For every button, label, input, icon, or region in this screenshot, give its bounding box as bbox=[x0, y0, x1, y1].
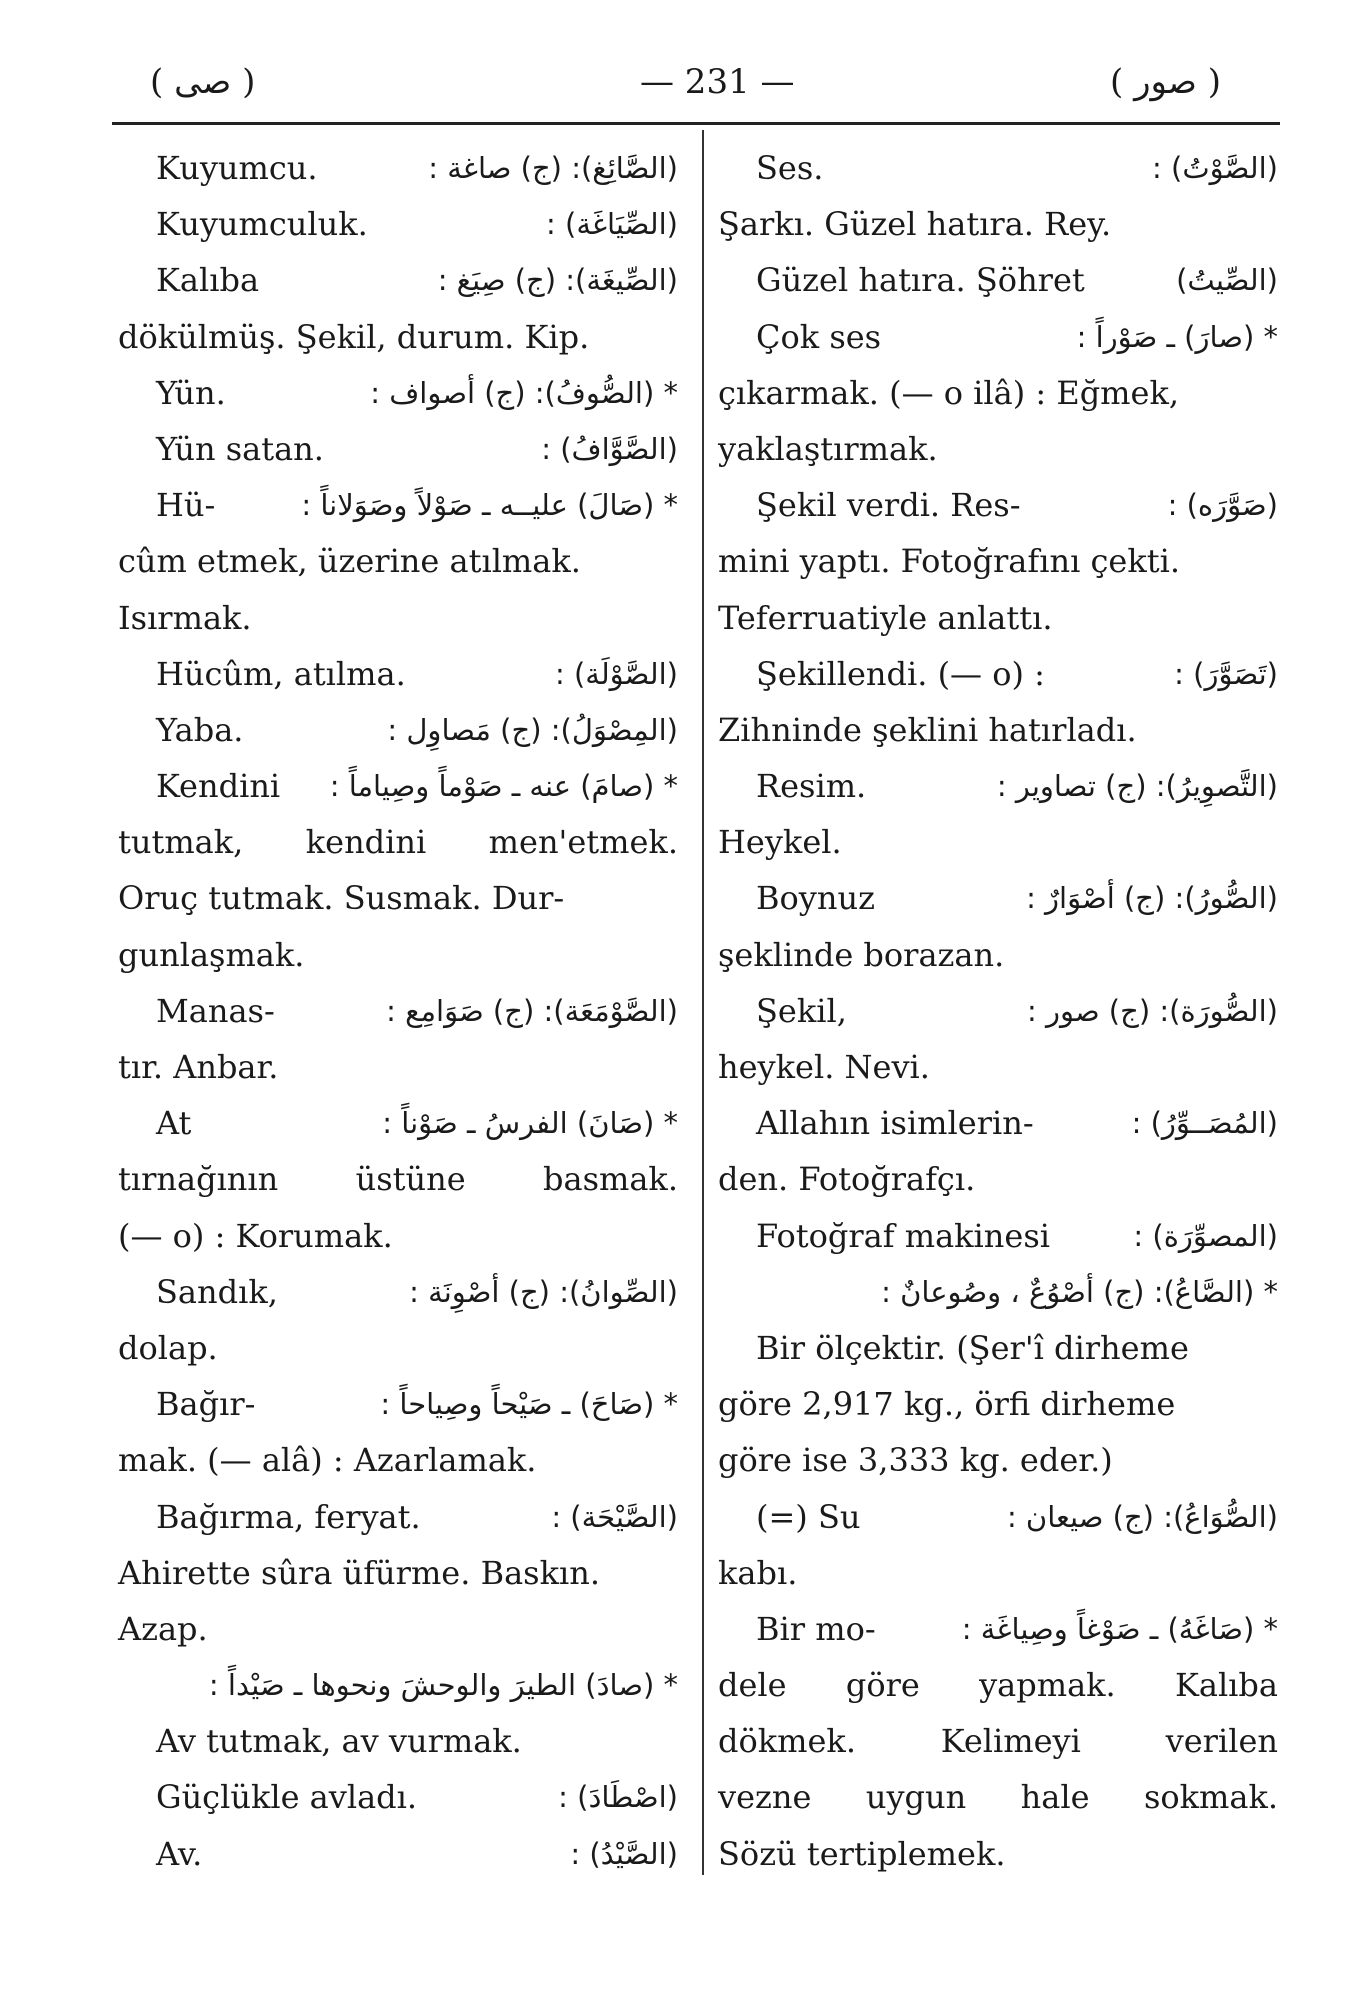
arabic-headword: (الصَّيْحَة) : bbox=[551, 1499, 678, 1534]
entry-line bbox=[118, 646, 678, 702]
entry-line bbox=[118, 1489, 678, 1545]
arabic-headword: (تَصَوَّرَ) : bbox=[1174, 656, 1278, 691]
arabic-headword: (الصِّوانُ): (ج) أصْوِنَة : bbox=[409, 1274, 678, 1309]
entry-text: Teferruatiyle anlattı. bbox=[718, 598, 1053, 637]
entry-text: Sandık, bbox=[156, 1272, 278, 1311]
arabic-headword: (الصَّوَّافُ) : bbox=[541, 431, 678, 466]
entry-line bbox=[118, 196, 678, 252]
header-rule bbox=[112, 122, 1280, 125]
entry-text: At bbox=[156, 1104, 192, 1143]
entry-line bbox=[718, 1151, 1278, 1207]
entry-text: Allahın isimlerin- bbox=[756, 1104, 1034, 1143]
entry-line bbox=[118, 1657, 678, 1713]
arabic-headword: * (صَالَ) عليــه ـ صَوْلاً وصَوَلاناً : bbox=[301, 488, 678, 523]
header-right-keyword: ( صور ) bbox=[1110, 62, 1222, 102]
entry-text: çıkarmak. (— o ilâ) : Eğmek, bbox=[718, 373, 1180, 412]
arabic-headword: * (الصَّاعُ): (ج) أصْوُعٌ ، وصُوعانٌ : bbox=[881, 1274, 1278, 1309]
entry-line bbox=[118, 1320, 678, 1376]
entry-line bbox=[718, 1601, 1278, 1657]
entry-text: mini yaptı. Fotoğrafını çekti. bbox=[718, 542, 1180, 581]
arabic-headword: * (الصُّوفُ): (ج) أصواف : bbox=[370, 375, 678, 410]
entry-text: Resim. bbox=[756, 767, 867, 806]
entry-text: Heykel. bbox=[718, 823, 842, 862]
entry-line bbox=[118, 1151, 678, 1207]
entry-line bbox=[718, 646, 1278, 702]
entry-line bbox=[718, 590, 1278, 646]
entry-text: kabı. bbox=[718, 1553, 798, 1592]
entry-text: Yün. bbox=[156, 373, 226, 412]
entry-text: tır. Anbar. bbox=[118, 1048, 279, 1086]
entry-line bbox=[718, 1826, 1278, 1882]
entry-text: şeklinde borazan. bbox=[718, 935, 1005, 974]
entry-text: Kalıba bbox=[156, 261, 260, 300]
entry-line bbox=[718, 870, 1278, 926]
entry-text: Hücûm, atılma. bbox=[156, 654, 406, 693]
entry-text: Kuyumculuk. bbox=[156, 205, 368, 244]
arabic-headword: * (صَانَ) الفرسُ ـ صَوْناً : bbox=[382, 1106, 678, 1141]
entry-line bbox=[718, 927, 1278, 983]
entry-line bbox=[718, 702, 1278, 758]
entry-line bbox=[118, 140, 678, 196]
entry-text: Çok ses bbox=[756, 317, 882, 356]
entry-text: Manas- bbox=[156, 991, 275, 1030]
entry-text: cûm etmek, üzerine atılmak. bbox=[118, 542, 581, 581]
entry-line bbox=[118, 1432, 678, 1488]
entry-line bbox=[718, 533, 1278, 589]
arabic-headword: (الصَّيْدُ) : bbox=[570, 1836, 678, 1871]
entry-line bbox=[118, 927, 678, 983]
entry-text: Yaba. bbox=[156, 710, 244, 749]
arabic-headword: * (صادَ) الطيرَ والوحشَ ونحوها ـ صَيْداً : bbox=[208, 1668, 678, 1703]
entry-text: Sözü tertiplemek. bbox=[718, 1834, 1006, 1873]
entry-line bbox=[718, 309, 1278, 365]
entry-line bbox=[718, 140, 1278, 196]
entry-line bbox=[118, 1095, 678, 1151]
entry-line bbox=[118, 758, 678, 814]
entry-line bbox=[118, 702, 678, 758]
entry-text: Şarkı. Güzel hatıra. Rey. bbox=[718, 205, 1112, 244]
entry-text: Ahirette sûra üfürme. Baskın. bbox=[118, 1553, 600, 1592]
entry-line bbox=[118, 1601, 678, 1657]
entry-line bbox=[118, 365, 678, 421]
column-divider bbox=[702, 130, 704, 1875]
entry-line bbox=[118, 590, 678, 646]
entry-text: Güçlükle avladı. bbox=[156, 1778, 418, 1817]
entry-text: Av. bbox=[156, 1834, 203, 1873]
entry-line bbox=[718, 1713, 1278, 1769]
entry-text: mak. (— alâ) : Azarlamak. bbox=[118, 1441, 537, 1480]
entry-text: Fotoğraf makinesi bbox=[756, 1216, 1050, 1255]
entry-text: Güzel hatıra. Şöhret bbox=[756, 261, 1085, 300]
entry-text: dolap. bbox=[118, 1328, 218, 1367]
arabic-headword: (اصْطَادَ) : bbox=[558, 1780, 678, 1815]
entry-line bbox=[718, 1769, 1278, 1825]
arabic-headword: (صَوَّرَه) : bbox=[1167, 488, 1278, 523]
entry-text: göre ise 3,333 kg. eder.) bbox=[718, 1441, 1113, 1480]
entry-line bbox=[118, 1376, 678, 1432]
entry-line bbox=[118, 1039, 678, 1095]
entry-line bbox=[718, 1320, 1278, 1376]
entry-line bbox=[718, 1095, 1278, 1151]
entry-text: den. Fotoğrafçı. bbox=[718, 1160, 976, 1199]
entry-text: Bağırma, feryat. bbox=[156, 1497, 421, 1536]
entry-line bbox=[718, 1039, 1278, 1095]
entry-line bbox=[118, 477, 678, 533]
entry-text: yaklaştırmak. bbox=[718, 429, 938, 468]
arabic-headword: (المُصَــوِّرُ) : bbox=[1131, 1106, 1278, 1141]
entry-text: Ses. bbox=[756, 149, 824, 187]
entry-line bbox=[118, 252, 678, 308]
entry-text: dökmek. Kelimeyi verilen bbox=[718, 1722, 1278, 1761]
header-left-keyword: ( صى ) bbox=[150, 62, 256, 102]
entry-line bbox=[718, 758, 1278, 814]
entry-line bbox=[118, 814, 678, 870]
entry-line bbox=[118, 1545, 678, 1601]
arabic-headword: (الصِّيَاغَة) : bbox=[546, 207, 678, 242]
entry-text: heykel. Nevi. bbox=[718, 1048, 930, 1086]
entry-text: (— o) : Korumak. bbox=[118, 1216, 393, 1255]
entry-text: Kuyumcu. bbox=[156, 149, 318, 187]
right-column bbox=[718, 140, 1278, 1882]
arabic-headword: (الصِّيتُ) bbox=[1176, 263, 1278, 298]
entry-text: Hü- bbox=[156, 486, 216, 525]
entry-text: (=) Su bbox=[756, 1497, 861, 1536]
entry-text: göre 2,917 kg., örfi dirheme bbox=[718, 1385, 1176, 1424]
entry-line bbox=[118, 533, 678, 589]
arabic-headword: (الصُّوَاعُ): (ج) صيعان : bbox=[1006, 1499, 1278, 1534]
entry-text: Boynuz bbox=[756, 879, 875, 918]
entry-line bbox=[718, 1545, 1278, 1601]
arabic-headword: (الصُّورُ): (ج) أصْوَارٌ : bbox=[1026, 881, 1278, 916]
arabic-headword: (المصوِّرَة) : bbox=[1133, 1218, 1278, 1253]
entry-text: Av tutmak, av vurmak. bbox=[156, 1722, 522, 1761]
entry-text: Zihninde şeklini hatırladı. bbox=[718, 710, 1137, 749]
entry-text: Isırmak. bbox=[118, 598, 252, 637]
arabic-headword: * (صَاغَهُ) ـ صَوْغاً وصِياغَة : bbox=[961, 1611, 1278, 1646]
entry-text: Şekil, bbox=[756, 991, 847, 1030]
entry-text: vezne uygun hale sokmak. bbox=[718, 1778, 1278, 1817]
entry-line bbox=[118, 1713, 678, 1769]
entry-line bbox=[718, 1264, 1278, 1320]
entry-line bbox=[118, 1264, 678, 1320]
entry-line bbox=[118, 421, 678, 477]
arabic-headword: (الصَّوْتُ) : bbox=[1152, 151, 1278, 185]
entry-text: Azap. bbox=[118, 1609, 208, 1648]
entry-text: dele göre yapmak. Kalıba bbox=[718, 1666, 1278, 1705]
entry-text: tutmak, kendini men'etmek. bbox=[118, 823, 678, 862]
arabic-headword: (الصَّائِغ): (ج) صاغة : bbox=[428, 151, 678, 185]
entry-line bbox=[718, 983, 1278, 1039]
entry-text: Bağır- bbox=[156, 1385, 256, 1424]
entry-line bbox=[718, 477, 1278, 533]
arabic-headword: (الصُّورَة): (ج) صور : bbox=[1026, 993, 1278, 1028]
entry-line bbox=[118, 1826, 678, 1882]
arabic-headword: (التَّصوِيرُ): (ج) تصاوير : bbox=[996, 769, 1278, 804]
entry-line bbox=[118, 983, 678, 1039]
entry-line bbox=[718, 252, 1278, 308]
entry-line bbox=[718, 1376, 1278, 1432]
arabic-headword: * (صارَ) ـ صَوْراً : bbox=[1076, 319, 1278, 354]
entry-line bbox=[718, 365, 1278, 421]
entry-text: tırnağının üstüne basmak. bbox=[118, 1160, 678, 1199]
entry-text: Bir ölçektir. (Şer'î dirheme bbox=[756, 1328, 1189, 1367]
arabic-headword: (الصَّوْمَعَة): (ج) صَوَامِع : bbox=[386, 993, 678, 1028]
arabic-headword: (الصِّيغَة): (ج) صِيَغ : bbox=[437, 263, 678, 298]
arabic-headword: * (صَاحَ) ـ صَيْحاً وصِياحاً : bbox=[380, 1387, 678, 1422]
entry-line bbox=[118, 870, 678, 926]
entry-text: Kendini bbox=[156, 767, 281, 806]
entry-line bbox=[718, 196, 1278, 252]
entry-line bbox=[718, 421, 1278, 477]
entry-text: dökülmüş. Şekil, durum. Kip. bbox=[118, 317, 590, 356]
arabic-headword: * (صامَ) عنه ـ صَوْماً وصِياماً : bbox=[329, 769, 678, 804]
entry-line bbox=[118, 1769, 678, 1825]
entry-line bbox=[718, 1657, 1278, 1713]
entry-text: Oruç tutmak. Susmak. Dur- bbox=[118, 879, 565, 918]
page-number: — 231 — bbox=[640, 62, 795, 102]
entry-line bbox=[718, 814, 1278, 870]
arabic-headword: (المِصْوَلُ): (ج) مَصاوِل : bbox=[387, 712, 678, 747]
entry-line bbox=[118, 309, 678, 365]
entry-text: Yün satan. bbox=[156, 429, 324, 468]
entry-text: gunlaşmak. bbox=[118, 935, 305, 974]
entry-text: Şekillendi. (— o) : bbox=[756, 654, 1045, 693]
entry-text: Şekil verdi. Res- bbox=[756, 486, 1021, 525]
entry-line bbox=[718, 1208, 1278, 1264]
entry-line bbox=[718, 1489, 1278, 1545]
entry-line bbox=[718, 1432, 1278, 1488]
arabic-headword: (الصَّوْلَة) : bbox=[554, 656, 678, 691]
entry-text: Bir mo- bbox=[756, 1609, 876, 1648]
entry-line bbox=[118, 1208, 678, 1264]
left-column bbox=[118, 140, 678, 1882]
